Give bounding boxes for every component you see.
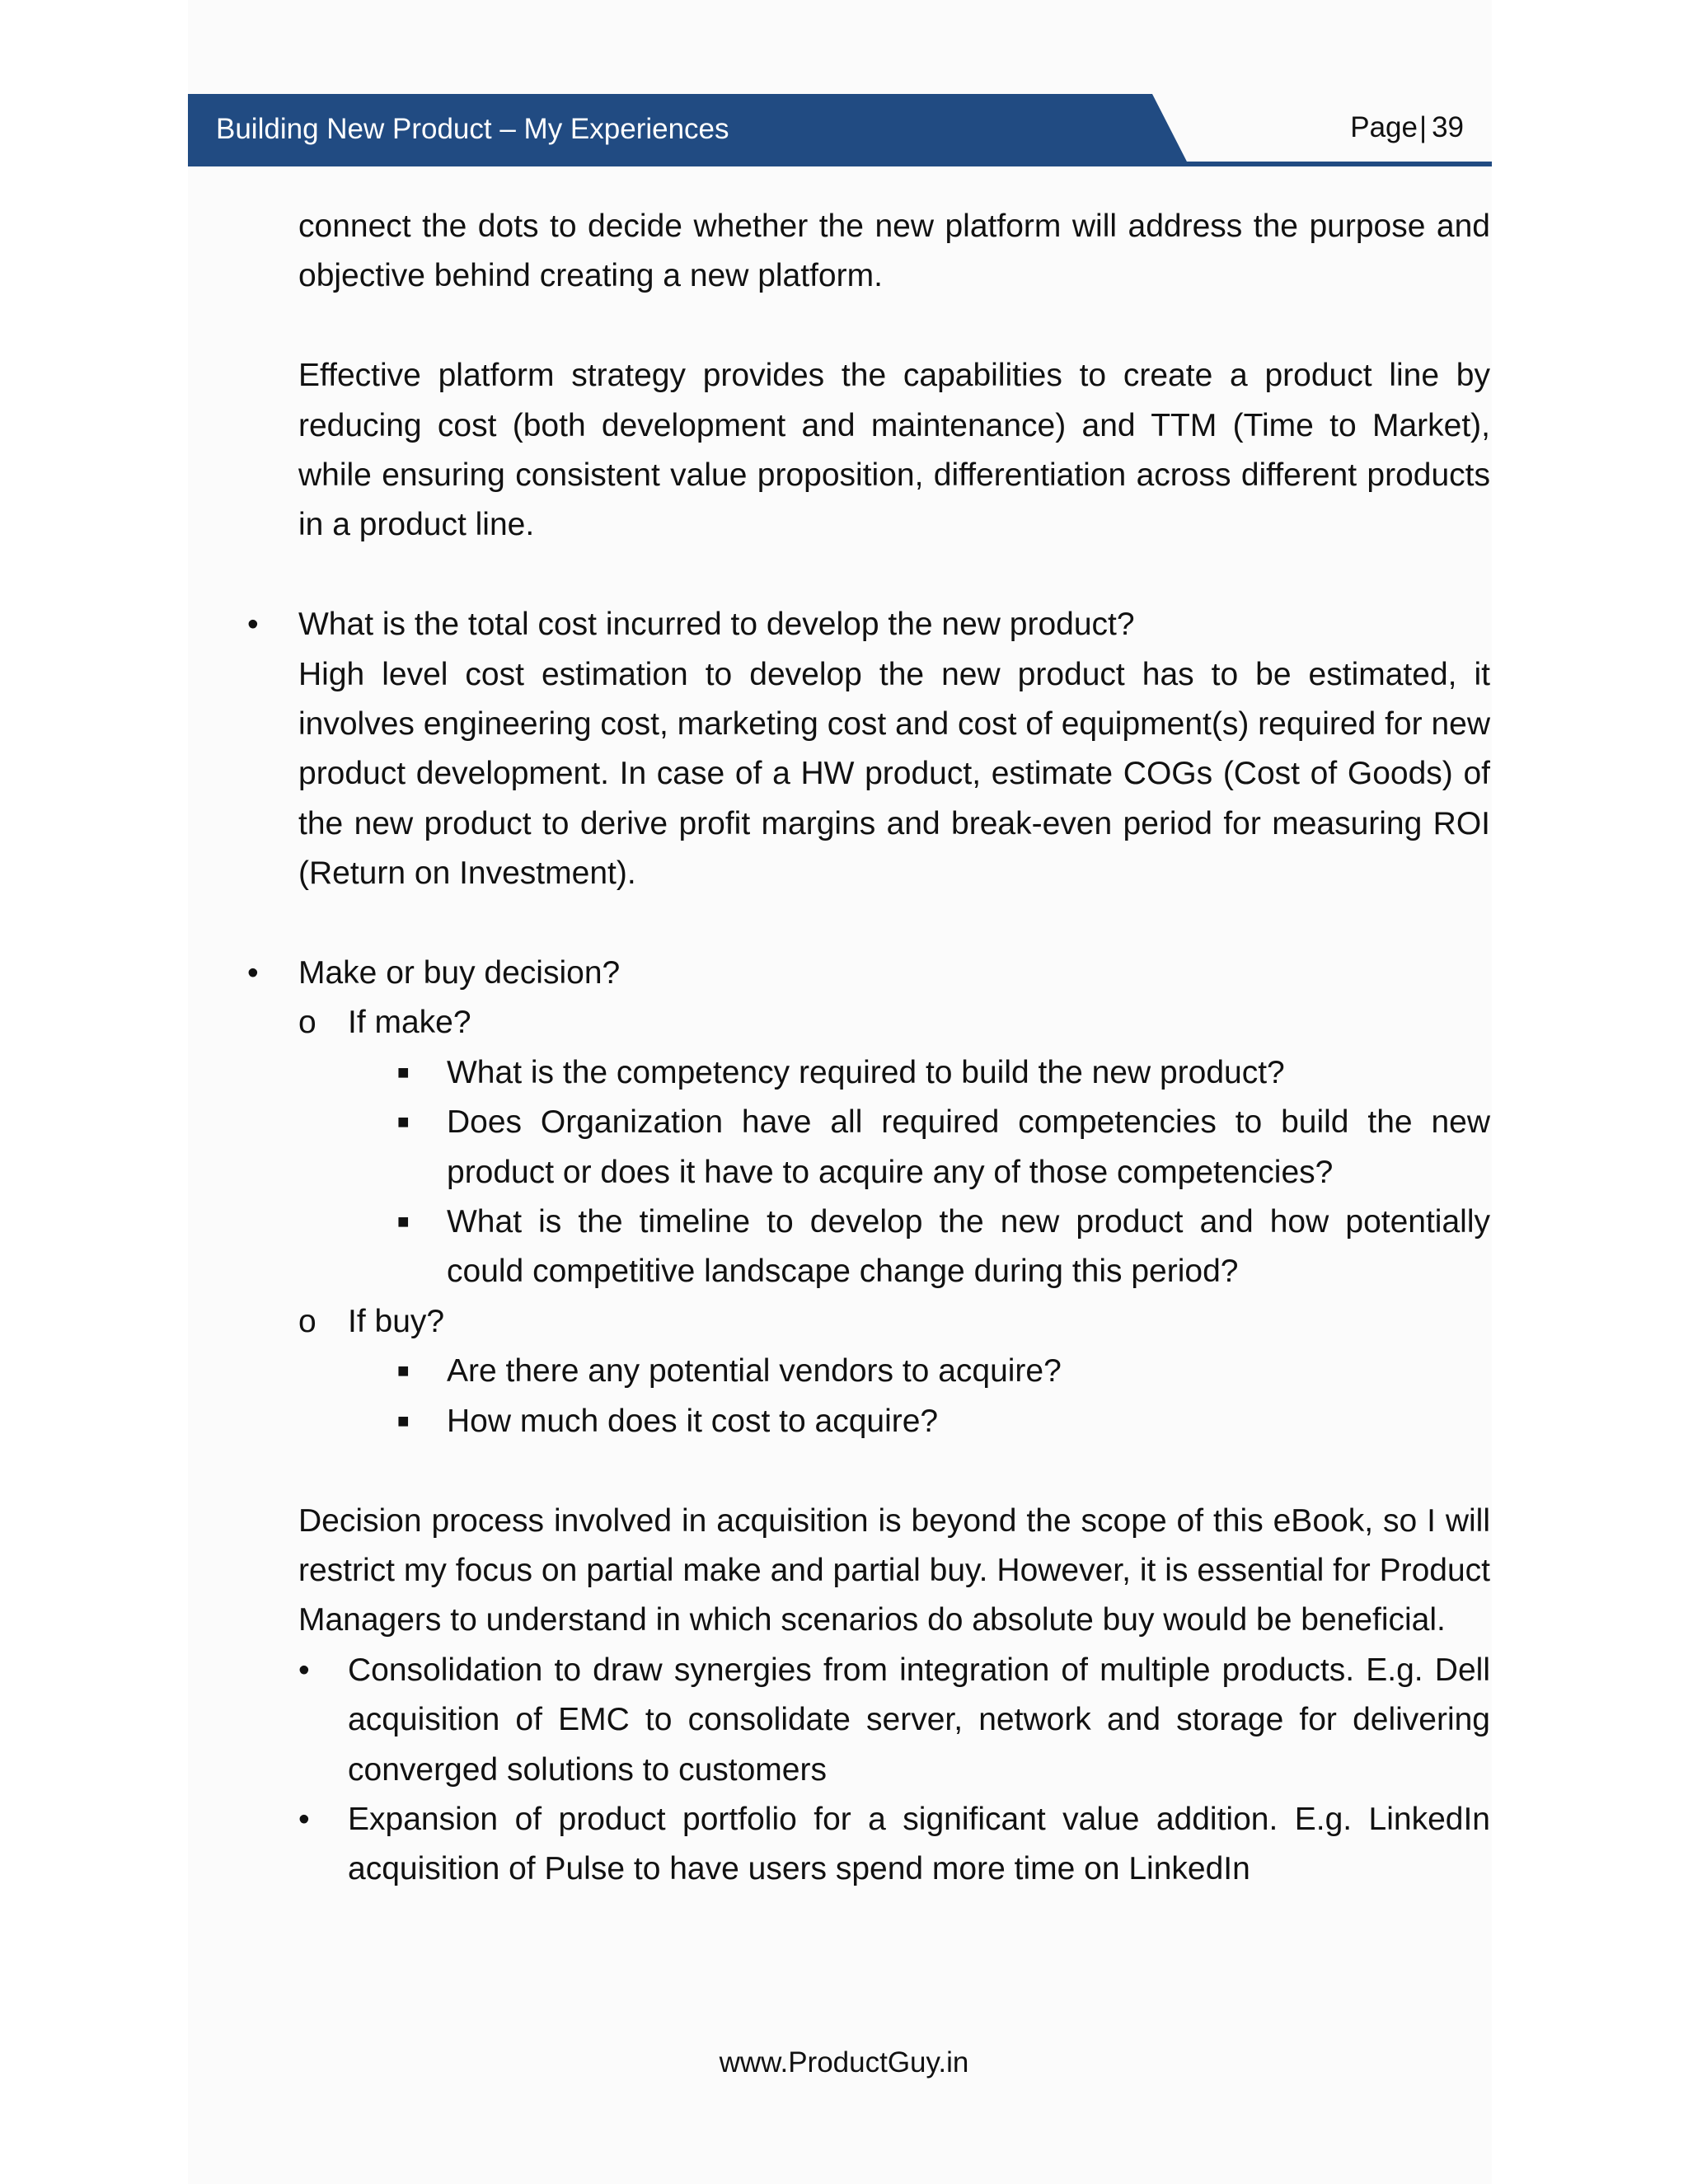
make-item-2: Does Organization have all required competencies to build the new product or does it have to acquire any of those competencies? [447,1104,1490,1190]
square-bullet-icon: ■ [397,1409,410,1432]
scenario-consolidation: Consolidation to draw synergies from integration of multiple products. E.g. Dell acquisition of EMC to consolidate server, network and storage for delivering converged solutions to customers [348,1652,1490,1788]
list-item [298,1048,1490,1098]
buy-item-1: Are there any potential vendors to acquire? [447,1353,1062,1390]
page-separator: | [1418,111,1428,143]
square-bullet-icon: ■ [397,1111,410,1134]
list-item-total-cost [247,600,1490,898]
bullet-icon: • [298,1652,310,1688]
total-cost-text: High level cost estimation to develop the new product has to be estimated, it involves engineering cost, marketing cost and cost of equipment(s) required for new product development. In case of a HW product, estimate COGs (Cost of Goods) of the new product to derive profit margins and break-even period for measuring ROI (Return on Investment). [298,656,1490,892]
circle-bullet-icon: o [298,1303,316,1339]
make-or-buy-question: Make or buy decision? [298,955,621,991]
bullet-icon: • [247,955,259,991]
page-header [188,94,1492,166]
sublist-if-make [298,998,1490,1047]
page-label: Page [1350,111,1418,143]
make-item-3: What is the timeline to develop the new product and how potentially could competitive landscape change during this period? [447,1204,1490,1290]
list-item [298,1098,1490,1197]
if-buy-label: If buy? [348,1303,445,1339]
buy-item-2: How much does it cost to acquire? [447,1403,939,1439]
paragraph-platform-strategy: Effective platform strategy provides the capabilities to create a product line by reducing cost (both development and maintenance) and TTM (Time to Market), while ensuring consistent value proposition, differentiation across different products in a product line. [298,358,1490,543]
page-number-value: 39 [1432,111,1464,143]
bullet-icon: • [298,1801,310,1837]
sublist-if-buy [298,1297,1490,1347]
list-item-expansion [298,1795,1490,1895]
square-bullet-icon: ■ [397,1061,410,1084]
scenario-expansion: Expansion of product portfolio for a significant value addition. E.g. LinkedIn acquisition of Pulse to have users spend more time on LinkedIn [348,1801,1490,1887]
square-bullet-icon: ■ [397,1211,410,1234]
list-item [298,1197,1490,1297]
if-make-label: If make? [348,1005,471,1041]
header-rule [188,162,1492,166]
list-item [298,1347,1490,1396]
page-body [247,202,1490,1895]
paragraph-acquisition-scope: Decision process involved in acquisition is beyond the scope of this eBook, so I will restrict my focus on partial make and partial buy. However, it is essential for Product Managers to understand in which scenarios do absolute buy would be beneficial. [298,1502,1490,1638]
page-number [1350,109,1464,147]
list-item [298,1397,1490,1446]
paragraph-platform-purpose: connect the dots to decide whether the new platform will address the purpose and objective behind creating a new platform. [298,209,1490,294]
total-cost-question: What is the total cost incurred to develop the new product? [298,607,1135,643]
make-item-1: What is the competency required to build the new product? [447,1054,1285,1090]
list-item-consolidation [298,1646,1490,1795]
bullet-icon: • [247,607,259,643]
header-title: Building New Product – My Experiences [216,113,729,145]
square-bullet-icon: ■ [397,1360,410,1383]
list-item-make-or-buy [247,949,1490,1446]
circle-bullet-icon: o [298,1005,316,1041]
footer-url[interactable]: www.ProductGuy.in [719,2046,969,2079]
